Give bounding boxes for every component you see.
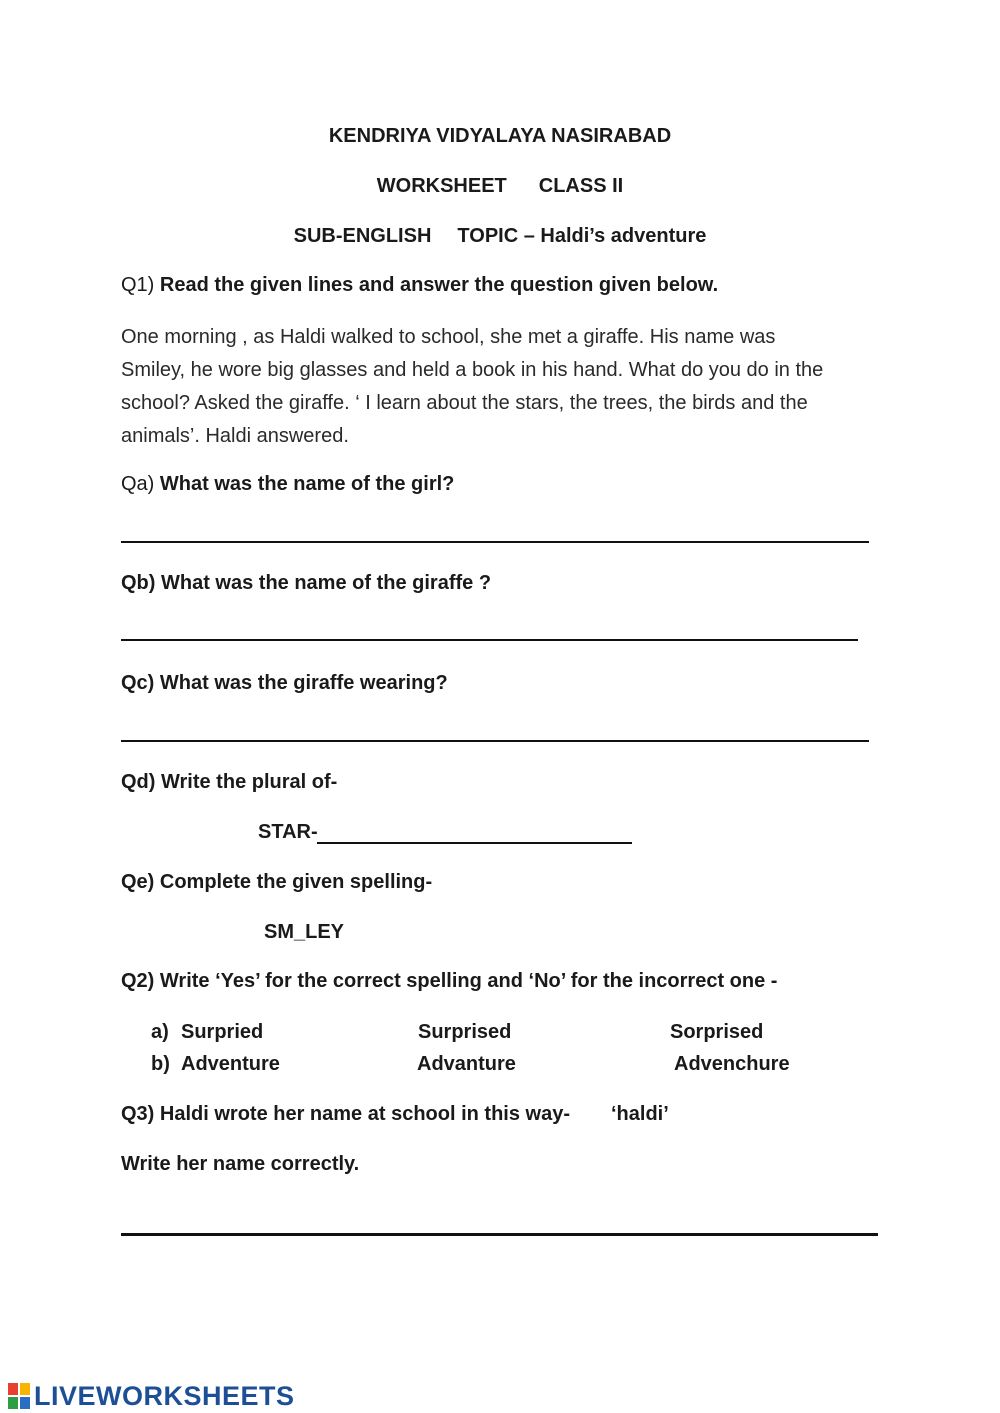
logo-text: LIVEWORKSHEETS	[34, 1380, 295, 1411]
q1-instruction	[121, 273, 718, 297]
q2-title: Q2) Write ‘Yes’ for the correct spelling and ‘No’ for the incorrect one -	[121, 970, 778, 992]
q2-option[interactable]: Advenchure	[674, 1053, 790, 1075]
liveworksheets-logo	[8, 1380, 295, 1412]
passage-line: animals’. Haldi answered.	[121, 425, 349, 447]
passage-line: One morning , as Haldi walked to school, she met a giraffe. His name was	[121, 326, 776, 348]
answer-line-q3[interactable]	[121, 1233, 878, 1236]
q1-instruction-text: Read the given lines and answer the question given below.	[159, 274, 719, 296]
logo-icon	[8, 1383, 30, 1409]
worksheet-class-line	[0, 174, 1000, 198]
q2-row-b-label: b)	[151, 1053, 170, 1075]
q3-instruction: Write her name correctly.	[121, 1153, 360, 1175]
answer-line-a[interactable]	[121, 541, 869, 543]
question-c: Qc) What was the giraffe wearing?	[121, 672, 448, 694]
q2-row-a-label: a)	[151, 1021, 169, 1043]
passage-line: school? Asked the giraffe. ‘ I learn about the stars, the trees, the birds and the	[121, 392, 808, 414]
q2-option[interactable]: Sorprised	[670, 1021, 764, 1043]
passage-line: Smiley, he wore big glasses and held a book in his hand. What do you do in the	[121, 359, 824, 381]
school-name: KENDRIYA VIDYALAYA NASIRABAD	[328, 125, 672, 147]
worksheet-label: WORKSHEET	[376, 175, 507, 197]
qa-text: What was the name of the girl?	[159, 473, 455, 495]
q2-option[interactable]: Adventure	[181, 1053, 280, 1075]
q2-option[interactable]: Surpried	[181, 1021, 264, 1043]
q3-title: Q3) Haldi wrote her name at school in this way-	[121, 1103, 570, 1125]
q3-example: ‘haldi’	[611, 1103, 669, 1125]
question-e: Qe) Complete the given spelling-	[121, 871, 433, 893]
topic-label: TOPIC – Haldi’s adventure	[457, 225, 707, 247]
plural-word: STAR-	[258, 821, 318, 843]
question-b: Qb) What was the name of the giraffe ?	[121, 572, 492, 594]
q2-option[interactable]: Surprised	[418, 1021, 512, 1043]
qa-prefix: Qa)	[121, 473, 155, 495]
question-d: Qd) Write the plural of-	[121, 771, 338, 793]
answer-line-b[interactable]	[121, 639, 858, 641]
class-label: CLASS II	[538, 175, 624, 197]
answer-line-c[interactable]	[121, 740, 869, 742]
reading-passage	[121, 321, 891, 453]
subject-topic-line	[0, 224, 1000, 248]
subject-label: SUB-ENGLISH	[293, 225, 432, 247]
spelling-word: SM_LEY	[264, 921, 345, 943]
q1-prefix: Q1)	[121, 274, 155, 296]
q2-option[interactable]: Advanture	[417, 1053, 516, 1075]
answer-line-d[interactable]	[317, 842, 632, 844]
question-a	[121, 472, 454, 496]
